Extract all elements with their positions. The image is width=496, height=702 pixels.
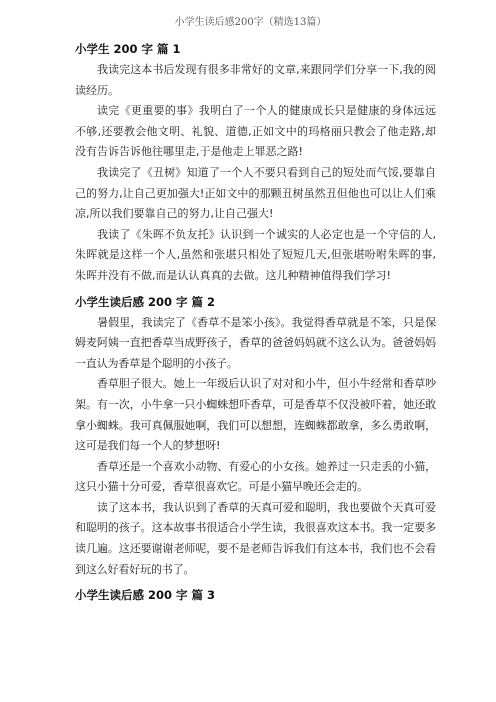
paragraph: 暑假里，我读完了《香草不是笨小孩》。我觉得香草就是不笨，只是保姆麦阿姨一直把香草当成野孩子，香草的爸爸妈妈就不这么认为。爸爸妈妈一直认为香草是个聪明的小孩子。 xyxy=(75,315,436,370)
section-2 xyxy=(75,293,436,581)
section-heading: 小学生读后感 200 字 篇 3 xyxy=(75,588,216,603)
paragraph: 我读完这本书后发现有很多非常好的文章,来跟同学们分享一下,我的阅读经历。 xyxy=(75,63,436,97)
section-3 xyxy=(75,586,436,604)
paragraph: 香草胆子很大。她上一年级后认识了对对和小牛，但小牛经常和香草吵架。有一次，小牛拿一只小蜘蛛想吓香草，可是香草不仅没被吓着，她还敢拿小蜘蛛。我可真佩服她啊，我们可以想想，连蜘蛛都敢拿，多么勇敢啊，这可是我们每一个人的梦想呀! xyxy=(75,377,436,453)
paragraph: 我读完了《丑树》知道了一个人不要只看到自己的短处而气馁,要靠自己的努力,让自己更加强大!正如文中的那颗丑树虽然丑但他也可以让人们乘凉,所以我们要靠自己的努力,让自己强大! xyxy=(75,165,436,221)
paragraph: 我读了《朱晖不负友托》认识到一个诚实的人必定也是一个守信的人,朱晖就是这样一个人,虽然和张堪只相处了短短几天,但张堪吩咐朱晖的事,朱晖并没有不做,而是认认真真的去做。这儿种精神值得我们学习! xyxy=(75,227,436,282)
section-heading: 小学生读后感 200 字 篇 2 xyxy=(75,294,216,309)
document-title: 小学生读后感200字（精选13篇） xyxy=(174,17,327,28)
section-heading: 小学生 200 字 篇 1 xyxy=(75,42,181,56)
section-1 xyxy=(75,40,436,287)
paragraph: 读了这本书，我认识到了香草的天真可爱和聪明，我也要做个天真可爱和聪明的孩子。这本故事书很适合小学生读，我很喜欢这本书。我一定要多读几遍。这还要谢谢老师呢，要不是老师告诉我们有这本书，我们也不会看到这么好看好玩的书了。 xyxy=(75,500,436,576)
paragraph: 香草还是一个喜欢小动物、有爱心的小女孩。她养过一只走丢的小猫，这只小猫十分可爱，香草很喜欢它。可是小猫早晚还会走的。 xyxy=(75,459,436,494)
paragraph: 读完《更重要的事》我明白了一个人的健康成长只是健康的身体远远不够,还要教会他文明、礼貌、道德,正如文中的玛格丽只教会了他走路,却没有告诉告诉他往哪里走,于是他走上罪恶之路! xyxy=(75,104,436,159)
